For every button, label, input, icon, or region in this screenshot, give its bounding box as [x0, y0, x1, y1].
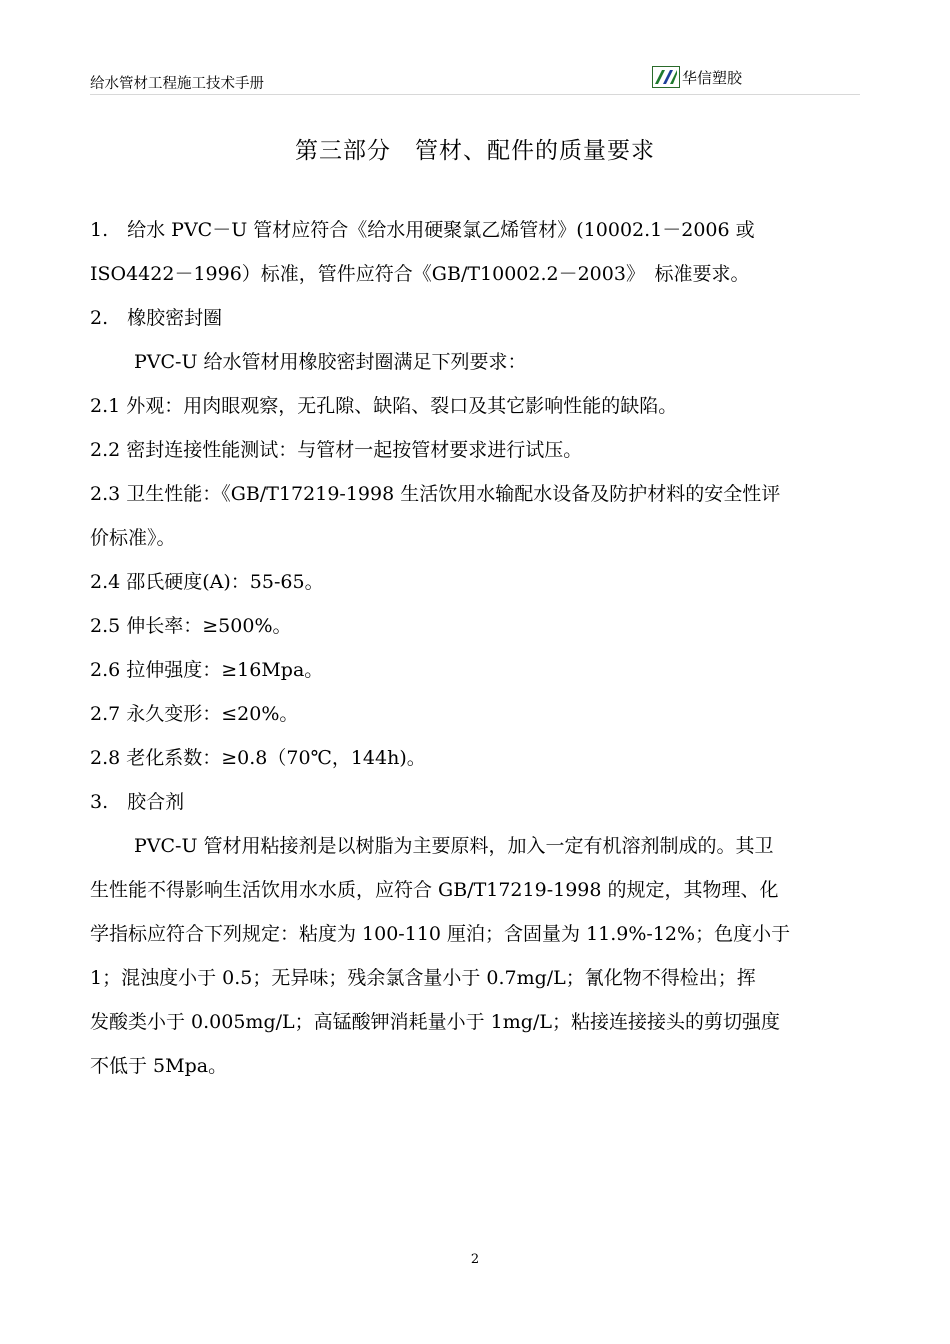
header-company: [652, 66, 742, 88]
page-number: 2: [470, 1252, 480, 1267]
text-line: ISO4422－1996）标准，管件应符合《GB/T10002.2－2003》 标准要求。: [90, 263, 750, 285]
text-line: 发酸类小于 0.005mg/L；高锰酸钾消耗量小于 1mg/L；粘接连接接头的剪切强度: [90, 1011, 780, 1033]
text-line: 2.4 邵氏硬度(A)：55-65。: [90, 571, 324, 593]
text-line: 生性能不得影响生活饮用水水质，应符合 GB/T17219-1998 的规定，其物理、化: [90, 879, 779, 901]
company-name: 华信塑胶: [682, 68, 743, 87]
text-line: 1；混浊度小于 0.5；无异味；残余氯含量小于 0.7mg/L；氰化物不得检出；挥: [90, 967, 756, 989]
text-line: 2.5 伸长率：≥500%。: [90, 615, 292, 637]
text-line: 2.3 卫生性能：《GB/T17219-1998 生活饮用水输配水设备及防护材料的安全性评: [90, 483, 781, 505]
text-line: 2.6 拉伸强度：≥16Mpa。: [90, 659, 324, 681]
text-line: 学指标应符合下列规定：粘度为 100-110 厘泊；含固量为 11.9%-12%；色度小于: [90, 923, 791, 945]
text-line: 价标准》。: [90, 527, 176, 549]
text-line: PVC-U 管材用粘接剂是以树脂为主要原料，加入一定有机溶剂制成的。其卫: [134, 835, 774, 857]
text-line: PVC-U 给水管材用橡胶密封圈满足下列要求：: [134, 351, 527, 373]
text-line: 2.7 永久变形：≤20%。: [90, 703, 299, 725]
text-line: 2.8 老化系数：≥0.8（70℃，144h)。: [90, 747, 426, 769]
text-line: 2.2 密封连接性能测试：与管材一起按管材要求进行试压。: [90, 439, 583, 461]
text-line: 3. 胶合剂: [90, 791, 185, 813]
text-line: 2.1 外观：用肉眼观察，无孔隙、缺陷、裂口及其它影响性能的缺陷。: [90, 395, 678, 417]
huaxin-logo-icon: [652, 66, 680, 88]
header-document-title: 给水管材工程施工技术手册: [90, 76, 264, 92]
section-title: 第三部分 管材、配件的质量要求: [295, 138, 655, 164]
header-divider: [90, 94, 860, 95]
text-line: 2. 橡胶密封圈: [90, 307, 223, 329]
document-body: [90, 208, 860, 1088]
text-line: 不低于 5Mpa。: [90, 1055, 228, 1077]
text-line: 1. 给水 PVC－U 管材应符合《给水用硬聚氯乙烯管材》(10002.1－2006 或: [90, 219, 755, 241]
